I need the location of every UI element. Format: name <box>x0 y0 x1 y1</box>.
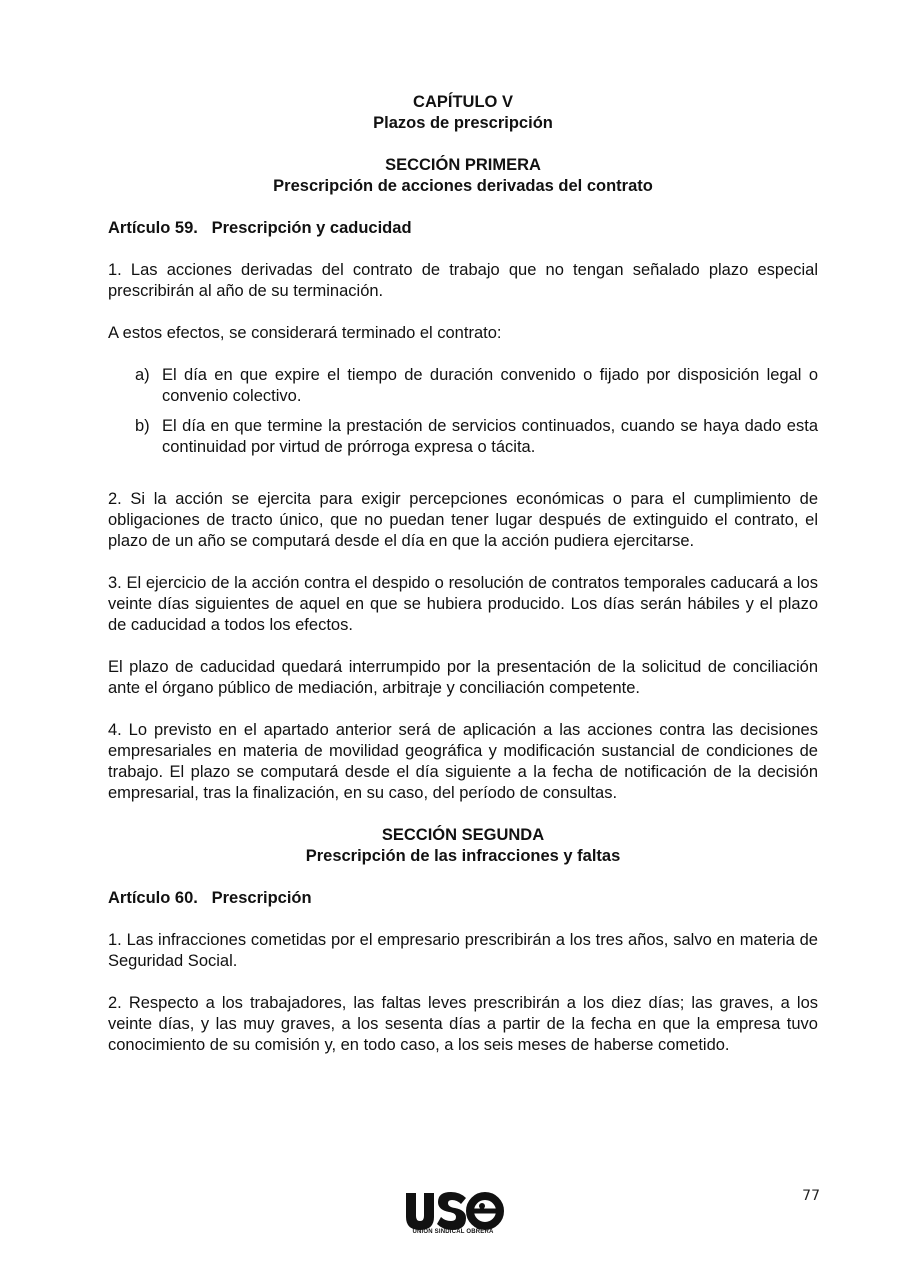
section-one-title: Prescripción de acciones derivadas del contrato <box>273 177 653 195</box>
article-60-paragraph-1: 1. Las infracciones cometidas por el empresario prescribirán a los tres años, salvo en materia de Seguridad Social. <box>108 931 818 970</box>
article-59-paragraph-1: 1. Las acciones derivadas del contrato de trabajo que no tengan señalado plazo especial prescribirán al año de su terminación. <box>108 261 818 300</box>
article-59-heading: Artículo 59. Prescripción y caducidad <box>108 219 412 237</box>
article-59-paragraph-4: 3. El ejercicio de la acción contra el despido o resolución de contratos temporales caducará a los veinte días siguientes de aquel en que se hubiera producido. Los días serán hábiles y el plazo de caducidad a todos los efectos. <box>108 574 818 634</box>
list-marker: a) <box>135 366 150 384</box>
chapter-title: Plazos de prescripción <box>373 114 553 132</box>
list-item-a <box>108 365 818 407</box>
article-60-heading: Artículo 60. Prescripción <box>108 889 312 907</box>
section-two-title: Prescripción de las infracciones y faltas <box>305 847 621 865</box>
article-60-paragraph-2: 2. Respecto a los trabajadores, las faltas leves prescribirán a los diez días; las graves, a los veinte días, y las muy graves, a los sesenta días a partir de la fecha en que la empresa tuvo conocimiento de su comisión y, en todo caso, a los seis meses de haberse cometido. <box>108 994 818 1054</box>
page-number: 77 <box>802 1188 820 1204</box>
article-59-paragraph-5: El plazo de caducidad quedará interrumpido por la presentación de la solicitud de conciliación ante el órgano público de mediación, arbitraje y conciliación competente. <box>108 658 818 697</box>
list-marker: b) <box>135 417 150 435</box>
list-item-b <box>108 416 818 458</box>
list-item-text: El día en que expire el tiempo de duración convenido o fijado por disposición legal o convenio colectivo. <box>162 366 818 405</box>
logo-caption: UNIÓN SINDICAL OBRERA <box>412 1229 494 1235</box>
document-body <box>108 92 818 1056</box>
article-59-list <box>108 365 818 458</box>
section-one-number: SECCIÓN PRIMERA <box>385 156 541 174</box>
list-item-text: El día en que termine la prestación de servicios continuados, cuando se haya dado esta continuidad por virtud de prórroga expresa o tácita. <box>162 417 818 456</box>
chapter-number: CAPÍTULO V <box>413 93 513 111</box>
section-two-number: SECCIÓN SEGUNDA <box>381 826 545 844</box>
article-59-paragraph-6: 4. Lo previsto en el apartado anterior será de aplicación a las acciones contra las decisiones empresariales en materia de movilidad geográfica y modificación sustancial de condiciones de trabajo. El plazo se computará desde el día siguiente a la fecha de notificación de la decisión empresarial, tras la finalización, en su caso, del período de consultas. <box>108 721 818 802</box>
article-59-paragraph-2: A estos efectos, se considerará terminado el contrato: <box>108 324 502 342</box>
article-59-paragraph-3: 2. Si la acción se ejercita para exigir percepciones económicas o para el cumplimiento de obligaciones de tracto único, que no puedan tener lugar después de extinguido el contrato, el plazo de un año se computará desde el día en que la acción pudiera ejercitarse. <box>108 490 818 550</box>
